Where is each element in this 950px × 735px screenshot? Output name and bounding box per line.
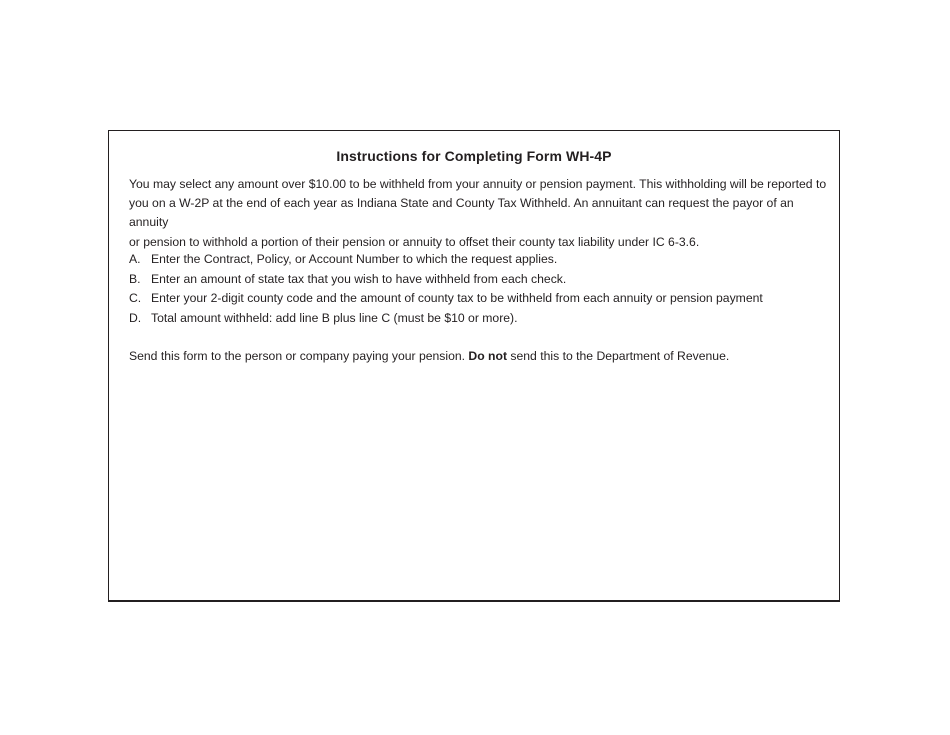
step-letter: C. bbox=[129, 291, 142, 305]
steps-list bbox=[129, 250, 829, 328]
step-letter: D. bbox=[129, 310, 142, 325]
step-b bbox=[129, 270, 829, 290]
closing-text-before: Send this form to the person or company paying your pension. bbox=[129, 349, 469, 363]
step-d bbox=[129, 309, 829, 329]
step-letter: A. bbox=[129, 252, 141, 266]
step-text: Enter your 2-digit county code and the amount of county tax to be withheld from each annuity or pension payment bbox=[151, 291, 763, 305]
step-a bbox=[129, 250, 829, 270]
closing-text-after: send this to the Department of Revenue. bbox=[507, 349, 730, 363]
instructions-box bbox=[108, 130, 840, 602]
closing-text-bold: Do not bbox=[468, 349, 508, 363]
intro-line-1: You may select any amount over $10.00 to be withheld from your annuity or pension payment. This withholding will be reported to bbox=[129, 177, 827, 191]
step-c bbox=[129, 289, 829, 309]
step-text: Total amount withheld: add line B plus line C (must be $10 or more). bbox=[151, 310, 518, 325]
step-text: Enter the Contract, Policy, or Account Number to which the request applies. bbox=[151, 252, 558, 266]
step-text: Enter an amount of state tax that you wish to have withheld from each check. bbox=[151, 271, 567, 286]
closing-paragraph bbox=[129, 347, 829, 366]
intro-line-2: you on a W-2P at the end of each year as Indiana State and County Tax Withheld. An annuitant can request the payor of an annuity bbox=[129, 196, 794, 230]
step-letter: B. bbox=[129, 271, 141, 286]
intro-paragraph bbox=[129, 175, 829, 252]
instructions-title: Instructions for Completing Form WH-4P bbox=[336, 148, 612, 164]
intro-line-3: or pension to withhold a portion of their pension or annuity to offset their county tax liability under IC 6-3.6. bbox=[129, 234, 700, 249]
